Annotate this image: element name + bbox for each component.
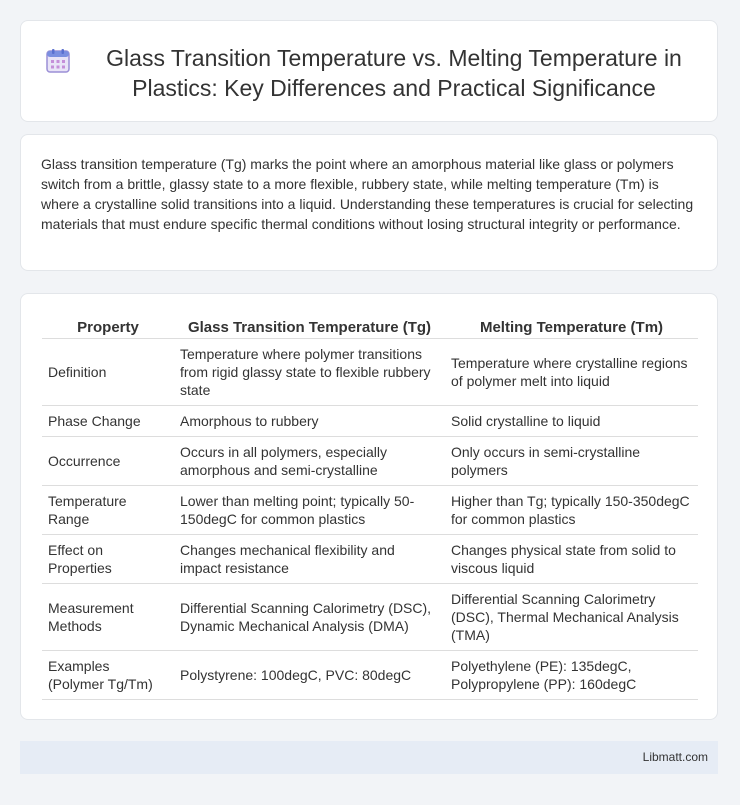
tg-cell: Polystyrene: 100degC, PVC: 80degC — [174, 651, 445, 700]
table-row — [42, 584, 698, 651]
tm-cell: Higher than Tg; typically 150-350degC for common plastics — [445, 486, 698, 535]
header-tg: Glass Transition Temperature (Tg) — [174, 316, 445, 339]
tm-cell: Changes physical state from solid to viscous liquid — [445, 535, 698, 584]
title-card — [20, 20, 718, 122]
tg-cell: Occurs in all polymers, especially amorphous and semi-crystalline — [174, 437, 445, 486]
property-cell: Temperature Range — [42, 486, 174, 535]
table-row — [42, 339, 698, 406]
tm-cell: Only occurs in semi-crystalline polymers — [445, 437, 698, 486]
header-property: Property — [42, 316, 174, 339]
table-row — [42, 535, 698, 584]
footer — [20, 741, 718, 774]
tg-cell: Differential Scanning Calorimetry (DSC), Dynamic Mechanical Analysis (DMA) — [174, 584, 445, 651]
tm-cell: Differential Scanning Calorimetry (DSC), Thermal Mechanical Analysis (TMA) — [445, 584, 698, 651]
tm-cell: Solid crystalline to liquid — [445, 406, 698, 437]
property-cell: Definition — [42, 339, 174, 406]
table-card — [20, 293, 718, 720]
table-row — [42, 486, 698, 535]
tg-cell: Changes mechanical flexibility and impact resistance — [174, 535, 445, 584]
tg-cell: Lower than melting point; typically 50-150degC for common plastics — [174, 486, 445, 535]
comparison-table — [42, 316, 698, 700]
tm-cell: Polyethylene (PE): 135degC, Polypropylene (PP): 160degC — [445, 651, 698, 700]
property-cell: Occurrence — [42, 437, 174, 486]
footer-brand-link[interactable]: Libmatt.com — [642, 750, 708, 764]
page-title: Glass Transition Temperature vs. Melting Temperature in Plastics: Key Differences and Practical Significance — [106, 45, 682, 101]
table-header-row — [42, 316, 698, 339]
table-row — [42, 406, 698, 437]
property-cell: Phase Change — [42, 406, 174, 437]
property-cell: Examples (Polymer Tg/Tm) — [42, 651, 174, 700]
tg-cell: Amorphous to rubbery — [174, 406, 445, 437]
property-cell: Measurement Methods — [42, 584, 174, 651]
tg-cell: Temperature where polymer transitions from rigid glassy state to flexible rubbery state — [174, 339, 445, 406]
header-tm: Melting Temperature (Tm) — [445, 316, 698, 339]
intro-paragraph: Glass transition temperature (Tg) marks the point where an amorphous material like glass or polymers switch from a brittle, glassy state to a more flexible, rubbery state, while melting temperature (Tm) is where a crystalline solid transitions into a liquid. Understanding these temperatures is crucial for selecting materials that must endure specific thermal conditions without losing structural integrity or performance. — [41, 156, 694, 232]
table-row — [42, 437, 698, 486]
tm-cell: Temperature where crystalline regions of polymer melt into liquid — [445, 339, 698, 406]
intro-card — [20, 134, 718, 271]
calendar-icon — [44, 47, 72, 75]
table-row — [42, 651, 698, 700]
property-cell: Effect on Properties — [42, 535, 174, 584]
